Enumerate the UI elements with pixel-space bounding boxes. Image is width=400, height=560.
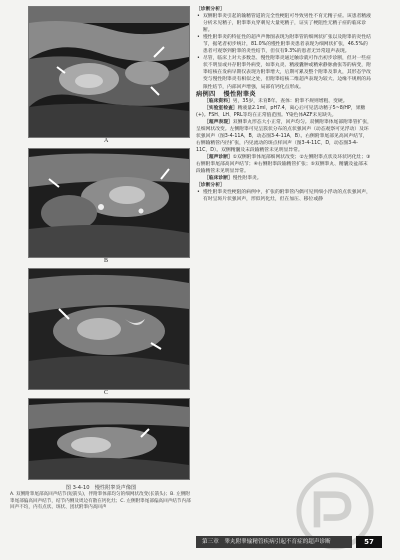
paragraph-text: 男，35岁，未育8年。查体：附睾不规则增粗、变硬。	[232, 98, 348, 104]
figure-title: 图 3-4-10 慢性附睾炎声像图	[65, 485, 137, 491]
paragraph-tag: ［实验室检查］	[204, 105, 238, 111]
figure-caption	[10, 485, 192, 512]
chapter-running-title: 第三章 睾丸附睾输精管疾病引起不育症的超声诊断	[202, 539, 331, 545]
panel-label-b: B	[104, 258, 109, 264]
panel-label-c: C	[104, 390, 109, 396]
bullet-paragraph: • 慢性附睾炎性梗阻的病例中，扩张的附睾管内偶可见到细小浮动的点状强回声，有时呈斑片状强回声，形似钙化灶，但在加压、移位或静	[196, 189, 372, 203]
paragraph-tag: ［超声表现］	[204, 119, 233, 125]
ultrasound-image-d	[28, 398, 190, 480]
bullet-paragraph: • 慢性附睾炎的特征性的超声声像图表现为附睾管的细网状扩张以及附睾的炎性结节，据笔者初步统计，81.0%的慢性附睾炎患者表现为细网状扩张，46.5%的患者可观察到附睾的炎性结节，但仅有9.3%的患者无异常超声表现。	[196, 34, 372, 55]
paragraph-text: 慢性附睾炎。	[232, 176, 262, 182]
ultrasound-scan-d	[29, 399, 189, 479]
section-heading: ［诊断分析］	[196, 183, 225, 189]
paragraph-tag: ［超声诊断］	[204, 154, 233, 160]
ultrasound-scan-a	[29, 7, 189, 137]
ultrasound-image-c	[28, 268, 190, 390]
panel-label-a: A	[104, 138, 109, 144]
case-paragraph	[196, 119, 372, 154]
case-paragraph	[196, 175, 372, 182]
ultrasound-image-a	[28, 6, 190, 138]
case-title: 慢性附睾炎	[223, 90, 256, 98]
ultrasound-image-b	[28, 148, 190, 258]
text-column	[196, 6, 372, 528]
case-heading	[196, 91, 372, 98]
section-heading: ［诊断分析］	[196, 7, 225, 12]
ultrasound-scan-b	[29, 149, 189, 257]
page-number: 57	[356, 536, 382, 548]
figure-legend: A. 双侧附睾尾部高回声结节(短箭头)，伴附睾体部均匀的细网状改变(长箭头)；B. 左侧附睾尾部偏高回声结节，结节内侧及周边有散在钙化灶；C. 左侧附睾尾部偏高回声结节内部回声不均，内有点状、斑状、团状附睾内高回声	[10, 492, 191, 511]
case-paragraph	[196, 105, 372, 119]
paragraph-text: 双侧睾丸形态大小正常，回声均匀。双侧附睾体尾部附睾管扩张，呈细网状改变。左侧附睾可见呈簇状分布的点状强回声（动态观察可见浮动）及环状强回声（图3-4-11A，B，动态图3-4-11A，B）。右侧附睾尾部见高回声结节，右侧输精管内径扩张，内见流动的斑点样回声（图3-4-11C，D，动态图3-4-11C，D）。双侧精囊及末段输精管未见明显异常。	[196, 119, 372, 153]
bullet-paragraph: • 双侧附睾炎引起的输精管道的完全性梗阻可导致男性不育无精子症。该患者精液分析未见精子，附睾睾丸穿刺见大量死精子，证实了梗阻性无精子症的临床诊断。	[196, 13, 372, 34]
case-paragraph	[196, 154, 372, 175]
paragraph-text: ①双侧附睾体尾部细网状改变；②左侧附睾点状及环状钙化灶；③右侧附睾尾部高回声结节；④右侧附睾段输精管扩张；⑤双侧睾丸、精囊及盆部末段输精管未见明显异常。	[196, 154, 371, 175]
ultrasound-scan-c	[29, 269, 189, 389]
paragraph-text: 精液量2.1ml，pH7.4，离心后可见活动精子5~8/HP，果糖(+)。FSH、LH、PRL等均在正常值范围。Y染色体AZF未见缺失。	[196, 105, 366, 118]
paragraph-tag: ［临床诊断］	[204, 176, 233, 182]
case-paragraph	[196, 98, 372, 105]
paragraph-tag: ［临床资料］	[204, 98, 233, 104]
bullet-paragraph: • 尽管，临床上对大多数急、慢性附睾炎通过触诊就可作出初步诊断，但对一些症状不明显或并存附睾外病变，如睾丸炎、精液囊肿或精索静脉曲张等的病变，附睾结核在发病早期仅表现为附睾增大，后期可累及整个附睾及睾丸，其形态学改变与慢性附睾炎有相似之处，但附睾结核二维超声表现为较大、边缘不规则的局限性结节，内部回声增强，局部有钙化点形成。	[196, 55, 372, 90]
case-label: 病例四	[196, 90, 216, 98]
